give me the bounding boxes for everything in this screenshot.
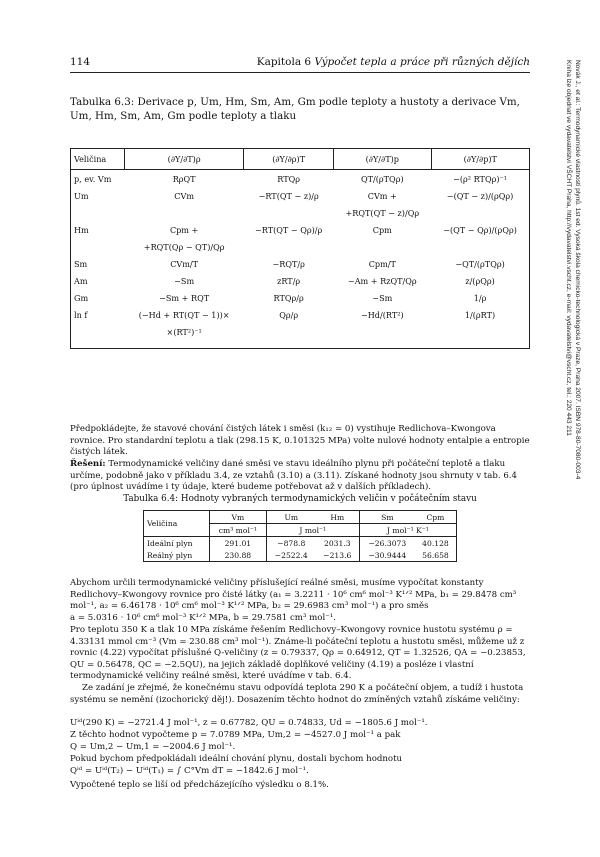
chapter-title: Výpočet tepla a práce při různých dějích: [314, 56, 530, 68]
cell: −Sm + RQT: [159, 292, 210, 303]
table-row: [144, 537, 457, 550]
header-rule: [70, 72, 530, 73]
cell: p, ev. Vm: [74, 173, 112, 184]
body-line: Pokud bychom předpokládali ideální chování plynu, dostali bychom hodnotu: [70, 754, 403, 764]
table-6-4-caption: Tabulka 6.4: Hodnoty vybraných termodynamických veličin v počátečním stavu: [123, 494, 477, 504]
page-number: 114: [70, 56, 91, 68]
cell: Cpm: [372, 224, 392, 235]
table-header-row: [144, 511, 457, 524]
cell: 1/(ρRT): [464, 309, 496, 320]
body-line: Q = Um,2 − Um,1 = −2004.6 J mol⁻¹.: [70, 742, 236, 752]
body-paragraph: Pro teplotu 350 K a tlak 10 MPa získáme řešením Redlichovy–Kwongovy rovnice hustotu systému ρ = 4.33131 mmol cm⁻³ (Vm = 230.88 cm³ mol⁻¹). Známe-li počáteční teplotu a hustotu směsi, můžeme už z rovnic (4.22) vypočítat příslušné Q-veličiny (z = 0.79337, Qρ = 0.64912, QT = 1.32526, QA = −0.23853, QU = 0.56478, QC = −2.5QU), na jejich základě doplňkové veličiny (4.19) a posléze i vlastní termodynamické veličiny reálné směsi, které uvádíme v tab. 6.4.: [70, 625, 526, 682]
cell: −Hd/(RT²): [360, 309, 404, 320]
cell: −Sm: [174, 275, 195, 286]
cell: −2522.4: [274, 550, 308, 560]
cell: [244, 323, 334, 349]
cell: ln f: [74, 309, 88, 320]
table-row: [71, 323, 530, 349]
col-header: (∂Y/∂p)T: [463, 154, 497, 164]
body-line: Vypočtené teplo se liší od předcházejícího výsledku o 8.1%.: [70, 780, 329, 790]
cell: −QT/(ρTQρ): [455, 258, 505, 269]
cell: QT/(ρTQρ): [360, 173, 404, 184]
cell: 56.658: [422, 550, 449, 560]
chapter-prefix: Kapitola 6: [256, 56, 312, 68]
cell: Qρ/ρ: [279, 309, 299, 320]
row-label: Ideální plyn: [144, 537, 210, 550]
cell: CVm: [174, 190, 194, 201]
cell: −(QT − z)/(ρQρ): [446, 190, 514, 201]
cell: −Sm: [372, 292, 393, 303]
table-6-4: [143, 510, 457, 562]
body-paragraph: Ze zadání je zřejmé, že konečnému stavu odpovídá teplota 290 K a počáteční objem, a tudíž i hustota systému se nemění (izochorický děj!). Dosazením těchto hodnot do zmíněných vztahů získáme veličiny:: [70, 683, 524, 705]
cell: −(ρ² RTQρ)⁻¹: [453, 173, 508, 184]
problem-statement: Předpokládejte, že stavové chování čistých látek i směsi (k₁₂ = 0) vystihuje Redlichova–Kwongova rovnice. Pro standardní teplotu a tlak (298.15 K, 0.101325 MPa) volte nulové hodnoty entalpie a entropie čistých látek.: [70, 424, 530, 458]
solution-paragraph: [70, 459, 530, 494]
cell: −Am + RzQT/Qρ: [347, 275, 417, 286]
cell: 40.128: [415, 537, 457, 550]
cell: RTQρ: [277, 173, 301, 184]
table-row: [71, 272, 530, 289]
body-line: Z těchto hodnot vypočteme p = 7.0789 MPa, Um,2 = −4527.0 J mol⁻¹ a pak: [70, 730, 401, 740]
cell: [431, 204, 529, 221]
row-header: Veličina: [144, 511, 210, 537]
table-row: [71, 221, 530, 238]
table-row: [71, 306, 530, 323]
col-header: Veličina: [71, 149, 125, 170]
cell: CVm/T: [170, 258, 199, 269]
unit-cell: J mol⁻¹ K⁻¹: [359, 524, 456, 537]
solution-text: Termodynamické veličiny dané směsi ve stavu ideálního plynu při počáteční teplotě a tlaku určíme, podobně jako v příkladu 3.4, ze vztahů (3.10) a (3.11). Získané hodnoty jsou shrnuty v tab. 6.4 (pro úplnost uvádíme i ty údaje, které budeme potřebovat až v dalších příkladech).: [70, 459, 518, 493]
col-header: (∂Y/∂T)p: [334, 149, 432, 170]
cell: Sm: [74, 258, 88, 269]
unit-cell: cm³ mol⁻¹: [209, 524, 266, 537]
unit-cell: J mol⁻¹: [266, 524, 359, 537]
cell: [431, 323, 529, 349]
cell: −RT(QT − z)/ρ: [258, 190, 319, 201]
cell: +RQT(Qρ − QT)/Qρ: [143, 241, 225, 252]
cell: [124, 204, 243, 221]
table-6-3-caption: Tabulka 6.3: Derivace p, Um, Hm, Sm, Am, Gm podle teploty a hustoty a derivace Vm, Um, Hm, Sm, Am, Gm podle teploty a tlaku: [70, 96, 520, 122]
cell: Cpm +: [169, 224, 199, 235]
col-header: Cpm: [426, 512, 445, 522]
cell: −RQT/ρ: [272, 258, 305, 269]
cell: +RQT(QT − z)/Qρ: [345, 207, 420, 218]
cell: −213.6: [316, 549, 359, 562]
cell: −26.3073: [359, 537, 415, 550]
table-row: [71, 170, 530, 188]
col-header: Vm: [209, 511, 266, 524]
cell: −RT(QT − Qρ)/ρ: [255, 224, 323, 235]
col-header: (∂Y/∂T)ρ: [124, 149, 243, 170]
col-header: (∂Y/∂ρ)T: [244, 149, 334, 170]
cell: 291.01: [209, 537, 266, 550]
col-header: Hm: [316, 511, 359, 524]
side-note-citation: Novák J., et al.: Termodynamické vlastnosti plynů. 1st ed. Vysoká škola chemicko-technologická v Praze, Praha 2007. ISBN 978-80-7080-003-4: [574, 60, 581, 480]
cell: [334, 238, 432, 255]
cell: [71, 204, 125, 221]
cell: −(QT − Qρ)/(ρQρ): [443, 224, 517, 235]
cell: Um: [74, 190, 89, 201]
row-label: Reálný plyn: [144, 549, 210, 562]
table-row: [144, 549, 457, 562]
col-header: Sm: [381, 512, 394, 522]
cell: Hm: [74, 224, 89, 235]
cell: Gm: [74, 292, 89, 303]
cell: CVm +: [367, 190, 397, 201]
table-row: [71, 289, 530, 306]
cell: [431, 238, 529, 255]
chapter-heading: [257, 56, 530, 68]
cell: Cpm/T: [368, 258, 396, 269]
table-row: [71, 187, 530, 204]
solution-label: Řešení:: [70, 459, 106, 469]
table-row: [71, 238, 530, 255]
cell: [71, 323, 125, 349]
body-line: Qⁱᵈ = Uⁱᵈ(T₂) − Uⁱᵈ(T₁) = ∫ C°Vm dT = −1842.6 J mol⁻¹.: [70, 766, 309, 776]
cell: 2031.3: [316, 537, 359, 550]
side-note-order-info: Kniha lze objednat ve vydavatelství VŠCHT Praha, http://vydavatelstvi.vscht.cz, e-mail: vydavatelstvi@vscht.cz, tel.: 220 443 211: [565, 60, 572, 436]
side-note: [562, 60, 582, 600]
page-header: [70, 56, 530, 70]
body-line: Uⁱᵈ(290 K) = −2721.4 J mol⁻¹, z = 0.67782, QU = 0.74833, Ud = −1805.6 J mol⁻¹.: [70, 718, 428, 728]
body-paragraph: Abychom určili termodynamické veličiny příslušející reálné směsi, musíme vypočítat konstanty Redlichovy–Kwongovy rovnice pro čisté látky (a₁ = 3.2211 · 10⁶ cm⁶ mol⁻³ K¹ᐟ² MPa, b₁ = 29.8478 cm³ mol⁻¹, a₂ = 6.46178 · 10⁶ cm⁶ mol⁻³ K¹ᐟ² MPa, b₂ = 29.6983 cm³ mol⁻¹) a pro směs: [70, 578, 517, 612]
col-header: Um: [284, 512, 299, 522]
body-line: a = 5.0316 · 10⁶ cm⁶ mol⁻³ K¹ᐟ² MPa, b = 29.7581 cm³ mol⁻¹.: [70, 613, 336, 623]
table-6-3: [70, 148, 530, 349]
cell: [244, 204, 334, 221]
cell: [71, 238, 125, 255]
cell: [334, 323, 432, 349]
cell: RTQρ/ρ: [273, 292, 304, 303]
cell: 1/ρ: [473, 292, 487, 303]
cell: −878.8: [266, 537, 316, 550]
cell: 230.88: [209, 549, 266, 562]
cell: RρQT: [172, 173, 196, 184]
cell: Am: [74, 275, 88, 286]
cell: (−Hd + RT(QT − 1))×: [138, 309, 230, 320]
cell: [244, 238, 334, 255]
cell: z/(ρQρ): [465, 275, 495, 286]
cell: −30.9444: [368, 550, 407, 560]
cell: ×(RT²)⁻¹: [166, 326, 202, 337]
table-row: [71, 255, 530, 272]
cell: zRT/ρ: [277, 275, 301, 286]
table-row: [71, 204, 530, 221]
